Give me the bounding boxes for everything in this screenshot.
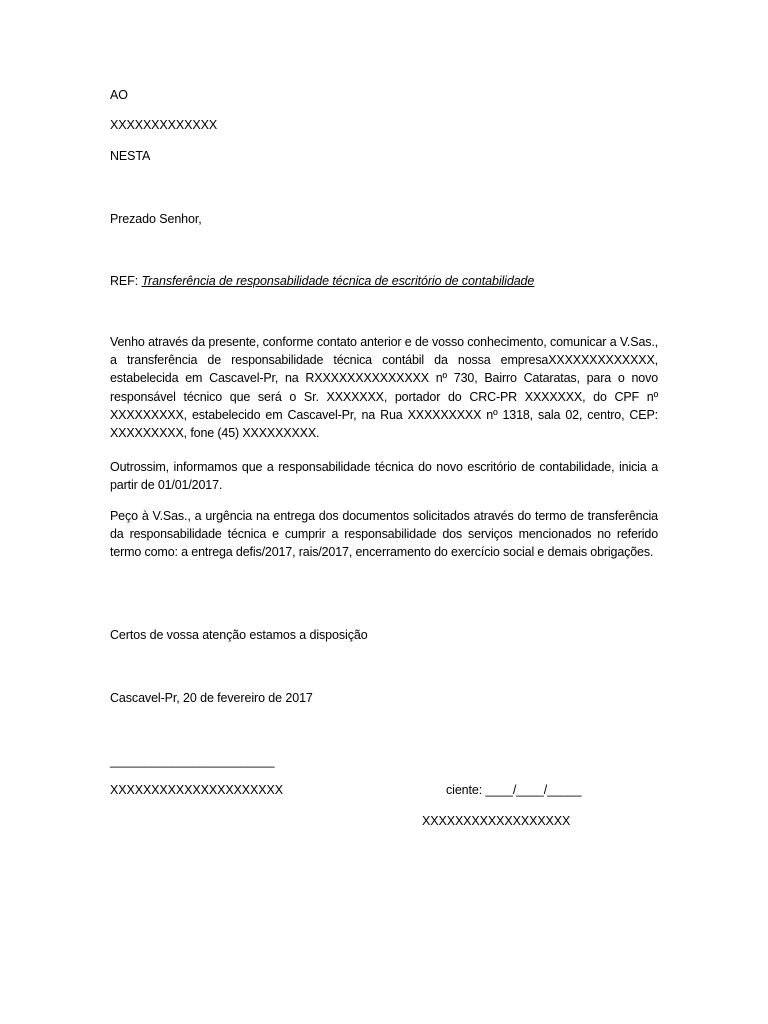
- reference-label: REF:: [110, 274, 139, 288]
- recipient-prefix: AO: [110, 88, 128, 102]
- salutation: Prezado Senhor,: [110, 212, 202, 226]
- closing-line: Certos de vossa atenção estamos a disposição: [110, 628, 368, 642]
- reference-subject: Transferência de responsabilidade técnica de escritório de contabilidade: [141, 274, 535, 288]
- body-paragraph-1: Venho através da presente, conforme contato anterior e de vosso conhecimento, comunicar a V.Sas., a transferência de responsabilidade técnica contábil da nossa empresaXXXXXXXXXXXXX, estabelecida em Cascavel-Pr, na RXXXXXXXXXXXXXX nº 730, Bairro Cataratas, para o novo responsável técnico que será o Sr. XXXXXXX, portador do CRC-PR XXXXXXX, do CPF nº XXXXXXXXX, estabelecido em Cascavel-Pr, na Rua XXXXXXXXX nº 1318, sala 02, centro, CEP: XXXXXXXXX, fone (45) XXXXXXXXX.: [110, 335, 658, 441]
- recipient-name: XXXXXXXXXXXXX: [110, 118, 218, 132]
- signature-blank: ________________________: [110, 754, 275, 768]
- sender-name: XXXXXXXXXXXXXXXXXXXXX: [110, 783, 283, 797]
- reference-line: [110, 272, 534, 290]
- recipient-location: NESTA: [110, 149, 151, 163]
- ciente-label: ciente: ____/____/_____: [446, 783, 582, 797]
- body-paragraph-2: Outrossim, informamos que a responsabilidade técnica do novo escritório de contabilidade, inicia a partir de 01/01/2017.: [110, 460, 658, 493]
- ciente-name: XXXXXXXXXXXXXXXXXX: [422, 814, 571, 828]
- place-date: Cascavel-Pr, 20 de fevereiro de 2017: [110, 691, 313, 705]
- body-paragraph-3: Peço à V.Sas., a urgência na entrega dos documentos solicitados através do termo de transferência da responsabilidade técnica e cumprir a responsabilidade dos serviços mencionados no referido termo como: a entrega defis/2017, rais/2017, encerramento do exercício social e demais obrigações.: [110, 509, 658, 560]
